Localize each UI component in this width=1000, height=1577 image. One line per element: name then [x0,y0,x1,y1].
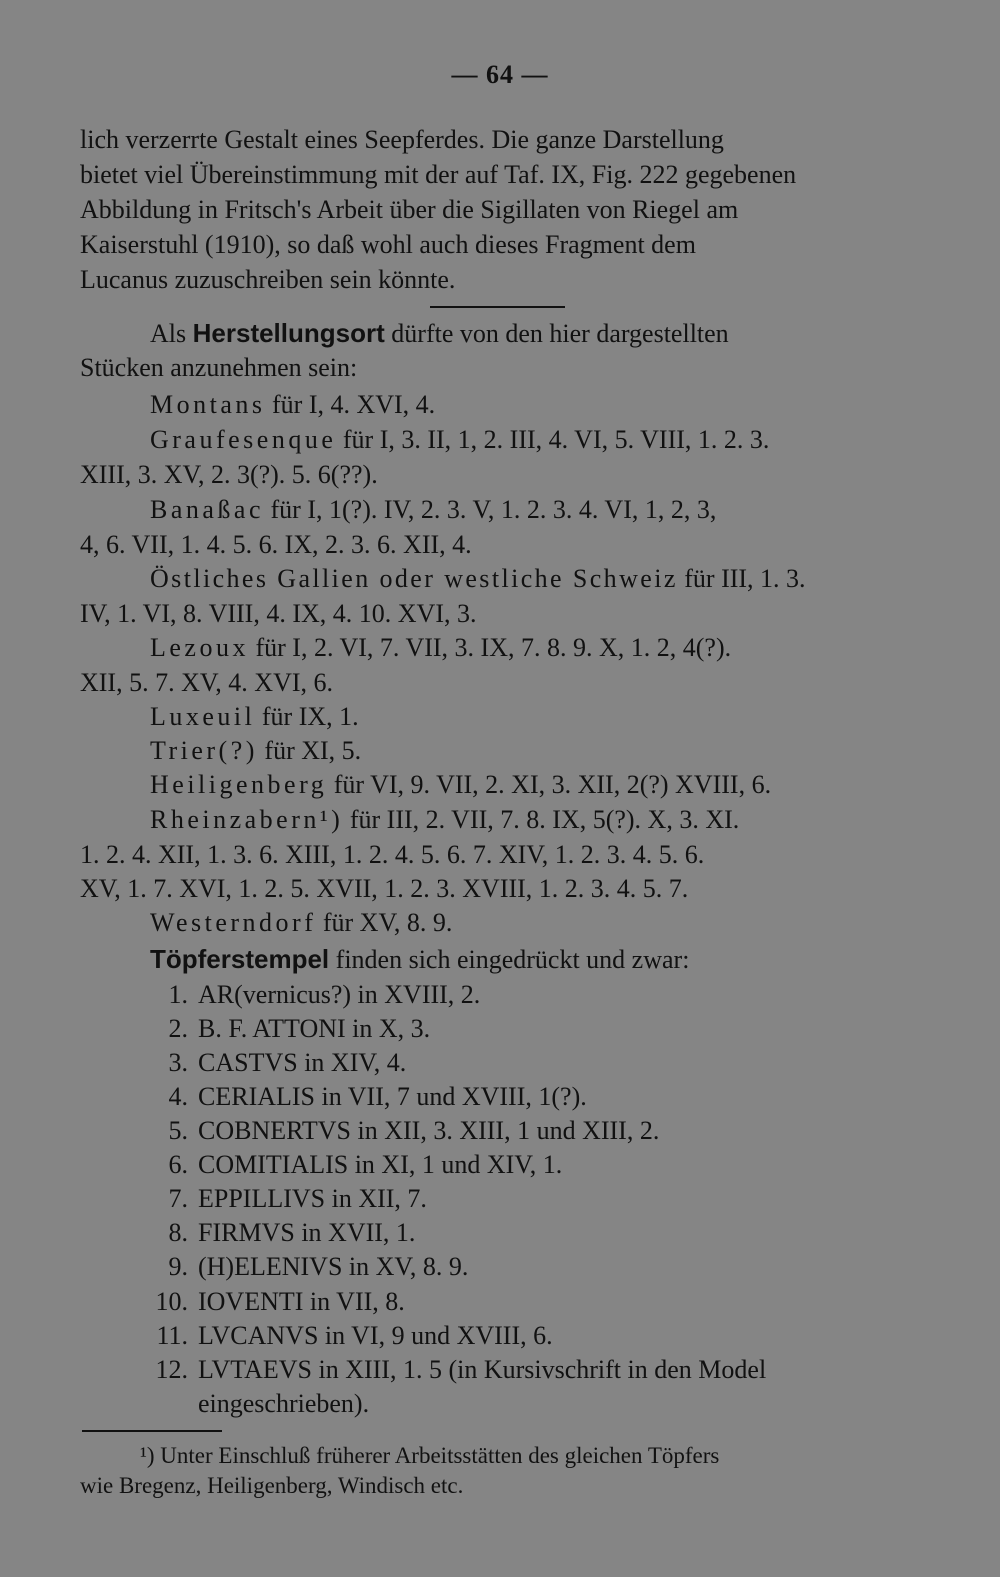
item-text: CASTVS in XIV, 4. [198,1048,407,1077]
list-item [150,1287,920,1317]
place-refs-cont: 1. 2. 4. XII, 1. 3. 6. XIII, 1. 2. 4. 5. 6. 7. XIV, 1. 2. 3. 4. 5. 6. [80,840,705,869]
body-line: lich verzerrte Gestalt eines Seepferdes. Die ganze Darstellung [80,125,724,154]
place-entry [150,425,920,455]
item-number: 7. [168,1184,188,1213]
footnote-line: ¹) Unter Einschluß früherer Arbeitsstätten des gleichen Töpfers [140,1443,720,1468]
item-number: 4. [168,1082,188,1111]
footnote-line: wie Bregenz, Heiligenberg, Windisch etc. [80,1473,464,1498]
place-name: Lezoux [150,633,249,662]
place-name: Banaßac [150,495,265,524]
stamps-heading-bold: Töpferstempel [150,944,330,974]
list-item [150,1014,920,1044]
item-text: COBNERTVS in XII, 3. XIII, 1 und XIII, 2. [198,1116,660,1145]
place-entry [150,908,920,938]
place-name: Luxeuil [150,702,256,731]
list-item [150,1355,920,1385]
item-number: 3. [168,1048,188,1077]
place-entry [150,736,920,766]
footnote-divider [82,1430,222,1432]
stamps-heading [150,944,920,975]
page-number: — 64 — [451,60,549,89]
item-number: 11. [156,1321,188,1350]
item-number: 8. [168,1218,188,1247]
place-name: Trier(?) [150,736,258,765]
place-refs: für I, 3. II, 1, 2. III, 4. VI, 5. VIII, 1. 2. 3. [336,425,770,454]
item-text: CERIALIS in VII, 7 und XVIII, 1(?). [198,1082,587,1111]
item-text: AR(vernicus?) in XVIII, 2. [198,980,481,1009]
place-name: Östliches Gallien oder westliche Schweiz [150,564,678,593]
place-name: Westerndorf [150,908,317,937]
list-item [150,1150,920,1180]
item-number: 2. [168,1014,188,1043]
place-refs: für VI, 9. VII, 2. XI, 3. XII, 2(?) XVIII, 6. [327,770,772,799]
item-number: 5. [168,1116,188,1145]
item-number: 10. [155,1287,188,1316]
list-item [150,1252,920,1282]
item-text: IOVENTI in VII, 8. [198,1287,405,1316]
place-refs: für III, 2. VII, 7. 8. IX, 5(?). X, 3. XI. [343,805,740,834]
section-intro [150,318,920,349]
item-number: 6. [168,1150,188,1179]
item-text: LVTAEVS in XIII, 1. 5 (in Kursivschrift in den Model [198,1355,767,1384]
section-divider [430,306,565,308]
place-name: Heiligenberg [150,770,328,799]
place-entry [150,495,920,525]
place-refs-cont: 4, 6. VII, 1. 4. 5. 6. IX, 2. 3. 6. XII, 4. [80,530,472,559]
place-entry [150,770,920,800]
list-item [150,1184,920,1214]
place-refs: für III, 1. 3. [677,564,806,593]
place-name: Rheinzabern¹) [150,805,344,834]
item-text: EPPILLIVS in XII, 7. [198,1184,427,1213]
place-refs-cont: XII, 5. 7. XV, 4. XVI, 6. [80,668,334,697]
place-refs: für XV, 8. 9. [316,908,453,937]
intro-rest: dürfte von den hier dargestellten [384,319,729,348]
list-item-cont: eingeschrieben). [198,1389,370,1418]
list-item [150,980,920,1010]
place-name: Graufesenque [150,425,337,454]
body-line: Lucanus zuzuschreiben sein könnte. [80,265,456,294]
list-item [150,1048,920,1078]
body-line: Kaiserstuhl (1910), so daß wohl auch dieses Fragment dem [80,230,696,259]
list-item [150,1321,920,1351]
body-line: bietet viel Übereinstimmung mit der auf Taf. IX, Fig. 222 gegebenen [80,160,797,189]
item-text: B. F. ATTONI in X, 3. [198,1014,431,1043]
place-entry [150,564,920,594]
list-item [150,1218,920,1248]
place-entry [150,702,920,732]
list-item [150,1116,920,1146]
item-text: FIRMVS in XVII, 1. [198,1218,416,1247]
item-text: (H)ELENIVS in XV, 8. 9. [198,1252,469,1281]
place-entry [150,390,920,420]
item-text: LVCANVS in VI, 9 und XVIII, 6. [198,1321,553,1350]
place-refs-cont: IV, 1. VI, 8. VIII, 4. IX, 4. 10. XVI, 3. [80,599,477,628]
place-name: Montans [150,390,266,419]
place-entry [150,805,920,835]
body-line: Abbildung in Fritsch's Arbeit über die Sigillaten von Riegel am [80,195,739,224]
place-refs: für IX, 1. [255,702,359,731]
intro-bold-term: Herstellungsort [192,318,385,348]
place-refs: für XI, 5. [257,736,362,765]
item-number: 9. [168,1252,188,1281]
place-refs: für I, 4. XVI, 4. [265,390,436,419]
place-entry [150,633,920,663]
place-refs-cont: XIII, 3. XV, 2. 3(?). 5. 6(??). [80,460,378,489]
place-refs-cont: XV, 1. 7. XVI, 1. 2. 5. XVII, 1. 2. 3. XVIII, 1. 2. 3. 4. 5. 7. [80,874,689,903]
place-refs: für I, 1(?). IV, 2. 3. V, 1. 2. 3. 4. VI, 1, 2, 3, [264,495,717,524]
stamps-heading-rest: finden sich eingedrückt und zwar: [329,945,690,974]
list-item [150,1082,920,1112]
section-intro-line2: Stücken anzunehmen sein: [80,353,358,382]
place-refs: für I, 2. VI, 7. VII, 3. IX, 7. 8. 9. X, 1. 2, 4(?). [248,633,732,662]
item-number: 1. [168,980,188,1009]
item-number: 12. [155,1355,188,1384]
intro-prefix: Als [150,319,193,348]
item-text: COMITIALIS in XI, 1 und XIV, 1. [198,1150,563,1179]
